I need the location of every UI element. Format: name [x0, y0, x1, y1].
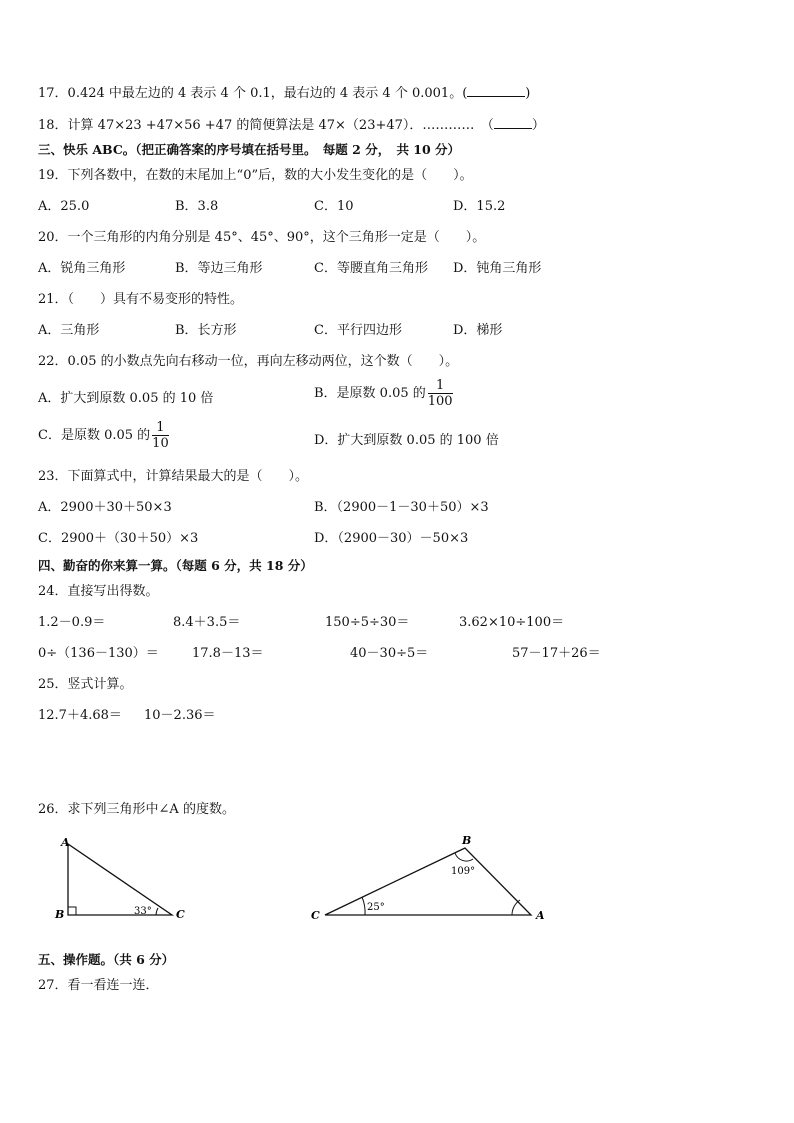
q20-option-b[interactable]: B．等边三角形 [175, 261, 263, 276]
question-18 [38, 116, 545, 134]
q22-option-b-text: B．是原数 0.05 的 [314, 386, 426, 401]
question-17-close: ) [525, 86, 531, 101]
right-angle-mark [68, 907, 76, 915]
q21-option-d[interactable]: D．梯形 [453, 323, 503, 338]
angle-c-arc [362, 897, 365, 915]
q24-item-6: 17.8－13＝ [192, 646, 264, 661]
obtuse-triangle-figure [305, 832, 565, 922]
vertex-label-c: C [176, 908, 185, 921]
vertex-label-a: A [536, 909, 545, 922]
q19-option-c[interactable]: C．10 [314, 199, 354, 214]
q21-option-a[interactable]: A．三角形 [38, 323, 100, 338]
question-20-stem: 20．一个三角形的内角分别是 45°、45°、90°，这个三角形一定是（ ）。 [38, 230, 486, 245]
question-27-stem: 27．看一看连一连． [38, 978, 159, 993]
q20-option-a[interactable]: A．锐角三角形 [38, 261, 126, 276]
q22-option-a[interactable]: A．扩大到原数 0.05 的 10 倍 [38, 391, 214, 406]
q19-option-d[interactable]: D．15.2 [453, 199, 506, 214]
q23-option-c[interactable]: C．2900＋（30＋50）×3 [38, 531, 199, 546]
question-22-stem: 22．0.05 的小数点先向右移动一位，再向左移动两位，这个数（ ）。 [38, 354, 459, 369]
question-26-stem: 26．求下列三角形中∠A 的度数。 [38, 802, 235, 817]
triangle-2-shape [325, 848, 531, 915]
q19-option-a[interactable]: A．25.0 [38, 199, 90, 214]
section-4-heading: 四、勤奋的你来算一算。（每题 6 分，共 18 分） [38, 558, 313, 573]
question-19-stem: 19．下列各数中，在数的末尾加上“0”后，数的大小发生变化的是（ ）。 [38, 168, 473, 183]
q23-option-a[interactable]: A．2900＋30＋50×3 [38, 500, 172, 515]
q22-option-b[interactable] [314, 378, 453, 409]
angle-label-33: 33° [134, 906, 152, 917]
question-17 [38, 84, 530, 102]
q22-option-d[interactable]: D．扩大到原数 0.05 的 100 倍 [314, 433, 499, 448]
q20-option-d[interactable]: D．钝角三角形 [453, 261, 542, 276]
fraction-denominator: 100 [427, 394, 453, 409]
question-18-close: ） [531, 118, 545, 133]
question-21-stem: 21．（ ）具有不易变形的特性。 [38, 292, 244, 307]
fraction-numerator: 1 [428, 378, 453, 394]
angle-label-25: 25° [367, 902, 385, 913]
angle-c-arc [156, 908, 158, 915]
q24-item-2: 8.4＋3.5＝ [173, 615, 241, 630]
fraction-numerator: 1 [152, 420, 169, 436]
q24-item-4: 3.62×10÷100＝ [459, 615, 565, 630]
vertex-label-c: C [311, 909, 320, 922]
q21-option-c[interactable]: C．平行四边形 [314, 323, 402, 338]
q24-item-8: 57－17＋26＝ [512, 646, 601, 661]
question-24-stem: 24．直接写出得数。 [38, 584, 159, 599]
vertex-label-b: B [55, 908, 65, 921]
q25-item-2: 10－2.36＝ [144, 708, 216, 723]
section-5-heading: 五、操作题。（共 6 分） [38, 952, 175, 967]
q22-option-c[interactable] [38, 420, 169, 451]
q20-option-c[interactable]: C．等腰直角三角形 [314, 261, 428, 276]
triangle-1-shape [68, 844, 172, 915]
q21-option-b[interactable]: B．长方形 [175, 323, 237, 338]
right-triangle-figure [52, 834, 212, 924]
vertex-label-b: B [462, 834, 472, 847]
answer-blank-17[interactable] [467, 84, 525, 97]
angle-label-109: 109° [451, 866, 476, 877]
section-3-heading: 三、快乐 ABC。（把正确答案的序号填在括号里。 每题 2 分， 共 10 分） [38, 142, 461, 157]
q22-option-c-text: C．是原数 0.05 的 [38, 428, 151, 443]
fraction-one-hundredth [428, 378, 453, 409]
question-25-stem: 25．竖式计算。 [38, 677, 133, 692]
q23-option-d[interactable]: D．（2900－30）－50×3 [314, 531, 469, 546]
vertex-label-a: A [61, 836, 70, 849]
q23-option-b[interactable]: B．（2900－1－30＋50）×3 [314, 500, 489, 515]
question-18-text: 18．计算 47×23 +47×56 +47 的简便算法是 47×（23+47）．………… （ [38, 118, 494, 133]
q24-item-3: 150÷5÷30＝ [325, 615, 410, 630]
q24-item-7: 40－30÷5＝ [350, 646, 429, 661]
fraction-denominator: 10 [152, 436, 169, 451]
q24-item-1: 1.2－0.9＝ [38, 615, 106, 630]
question-23-stem: 23．下面算式中，计算结果最大的是（ ）。 [38, 469, 309, 484]
q25-item-1: 12.7＋4.68＝ [38, 708, 122, 723]
question-17-text: 17．0.424 中最左边的 4 表示 4 个 0.1，最右边的 4 表示 4 个 0.001。( [38, 86, 468, 101]
answer-blank-18[interactable] [494, 116, 532, 129]
q24-item-5: 0÷（136－130）＝ [38, 646, 159, 661]
fraction-one-tenth [152, 420, 169, 451]
q19-option-b[interactable]: B．3.8 [175, 199, 219, 214]
